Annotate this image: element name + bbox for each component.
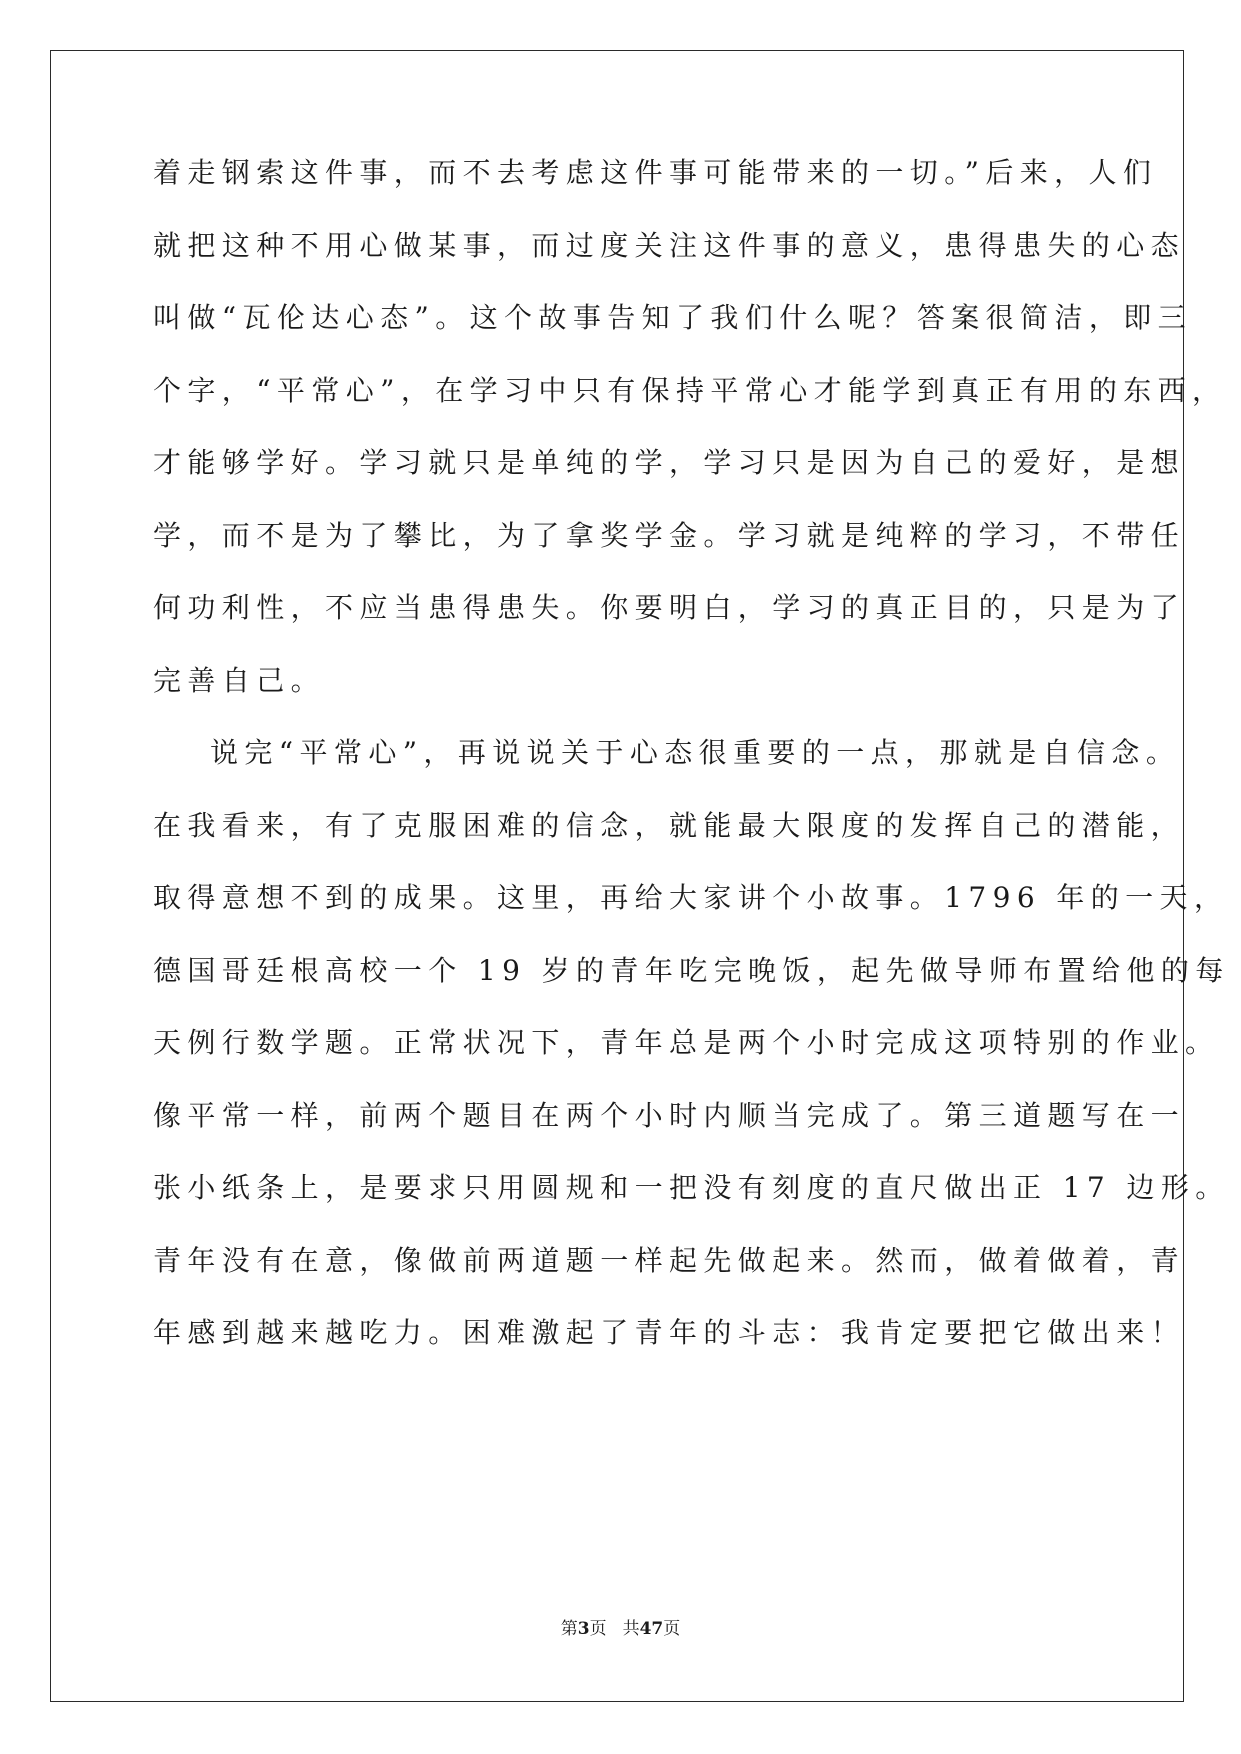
- page-footer: [0, 1618, 1241, 1640]
- text-line: 天例行数学题。正常状况下，青年总是两个小时完成这项特别的作业。: [153, 1026, 1220, 1059]
- text-line: 年感到越来越吃力。困难激起了青年的斗志：我肯定要把它做出来！: [153, 1316, 1186, 1349]
- text-line: 学，而不是为了攀比，为了拿奖学金。学习就是纯粹的学习，不带任: [153, 519, 1186, 552]
- text-line: 德国哥廷根高校一个 19 岁的青年吃完晚饭，起先做导师布置给他的每: [153, 954, 1230, 987]
- text-line: 何功利性，不应当患得患失。你要明白，学习的真正目的，只是为了: [153, 591, 1186, 624]
- total-prefix: 共: [622, 1619, 640, 1639]
- text-line: 青年没有在意，像做前两道题一样起先做起来。然而，做着做着，青: [153, 1244, 1186, 1277]
- text-line: 像平常一样，前两个题目在两个小时内顺当完成了。第三道题写在一: [153, 1099, 1186, 1132]
- total-pages: 47: [639, 1619, 664, 1639]
- total-suffix: 页: [663, 1619, 681, 1639]
- text-line: 完善自己。: [153, 664, 326, 697]
- text-line: 个字，“平常心”，在学习中只有保持平常心才能学到真正有用的东西，: [153, 374, 1227, 407]
- page-prefix: 第: [560, 1619, 578, 1639]
- paragraph-first-line: 说完“平常心”，再说说关于心态很重要的一点，那就是自信念。: [210, 736, 1181, 769]
- page-suffix: 页: [589, 1619, 607, 1639]
- text-line: 张小纸条上，是要求只用圆规和一把没有刻度的直尺做出正 17 边形。: [153, 1171, 1230, 1204]
- text-line: 取得意想不到的成果。这里，再给大家讲个小故事。1796 年的一天，: [153, 881, 1229, 914]
- page-number: 3: [577, 1619, 590, 1639]
- text-line: 叫做“瓦伦达心态”。这个故事告知了我们什么呢？答案很简洁，即三: [153, 301, 1193, 334]
- text-line: 着走钢索这件事，而不去考虑这件事可能带来的一切。”后来，人们: [153, 156, 1158, 189]
- text-line: 在我看来，有了克服困难的信念，就能最大限度的发挥自己的潜能，: [153, 809, 1186, 842]
- text-line: 才能够学好。学习就只是单纯的学，学习只是因为自己的爱好，是想: [153, 446, 1186, 479]
- text-line: 就把这种不用心做某事，而过度关注这件事的意义，患得患失的心态: [153, 229, 1186, 262]
